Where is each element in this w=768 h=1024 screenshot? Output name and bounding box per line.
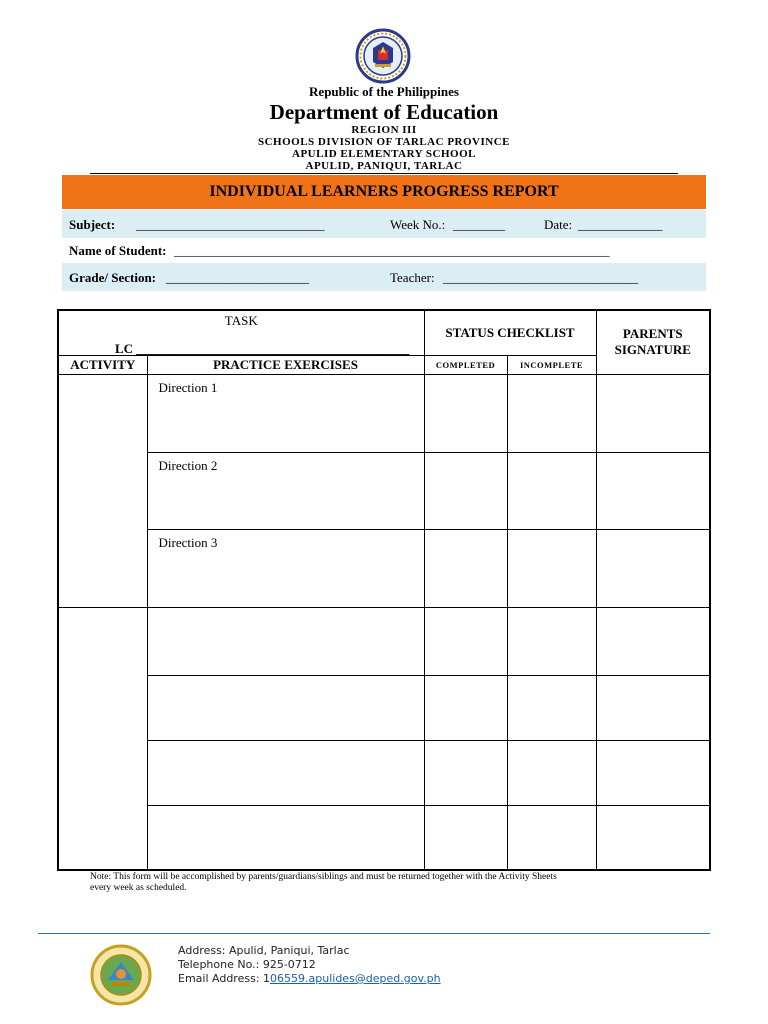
date-field[interactable]: _____________: [578, 217, 663, 232]
completed-cell[interactable]: [424, 452, 507, 529]
division-text: SCHOOLS DIVISION OF TARLAC PROVINCE: [257, 136, 510, 148]
activity-cell-2[interactable]: [58, 607, 147, 870]
footer-email-prefix: 1: [263, 972, 271, 985]
task-label: TASK: [224, 313, 258, 328]
footer-telephone: Telephone No.: 925-0712: [178, 958, 316, 971]
direction-2-label: Direction 2: [158, 457, 218, 473]
subject-field[interactable]: _____________________________: [136, 217, 325, 232]
school-name: APULID ELEMENTARY SCHOOL: [292, 148, 476, 160]
practice-exercises-header: PRACTICE EXERCISES: [147, 355, 424, 374]
signature-cell[interactable]: [596, 675, 710, 740]
school-logo: [90, 944, 152, 1006]
incomplete-cell[interactable]: [507, 740, 596, 805]
incomplete-cell[interactable]: [507, 675, 596, 740]
report-title: INDIVIDUAL LEARNERS PROGRESS REPORT: [209, 183, 559, 200]
student-field[interactable]: ___________________________________________________________________: [174, 243, 610, 258]
completed-cell[interactable]: [424, 529, 507, 607]
department-title: Department of Education: [269, 100, 499, 124]
incomplete-cell[interactable]: [507, 374, 596, 452]
completed-cell[interactable]: [424, 740, 507, 805]
incomplete-cell[interactable]: [507, 529, 596, 607]
week-field[interactable]: ________: [453, 217, 505, 232]
teacher-field[interactable]: ______________________________: [443, 270, 638, 285]
subject-label: Subject:: [69, 217, 116, 232]
completed-cell[interactable]: [424, 607, 507, 675]
week-label: Week No.:: [390, 217, 446, 232]
direction-cell-2[interactable]: [147, 452, 424, 529]
report-title-banner: [62, 175, 706, 209]
info-row-grade: [62, 263, 706, 291]
teacher-label: Teacher:: [390, 270, 435, 285]
activity-cell-1[interactable]: [58, 374, 147, 607]
incomplete-cell[interactable]: [507, 607, 596, 675]
info-row-subject: [62, 210, 706, 238]
signature-cell[interactable]: [596, 452, 710, 529]
completed-header: COMPLETED: [424, 355, 507, 374]
school-location: APULID, PANIQUI, TARLAC: [305, 160, 463, 172]
activity-header: ACTIVITY: [58, 355, 147, 374]
footer-email-link[interactable]: 06559.apulides@deped.gov.ph: [270, 972, 441, 985]
exercise-cell[interactable]: [147, 740, 424, 805]
footer-address: Address: Apulid, Paniqui, Tarlac: [178, 944, 350, 957]
direction-3-label: Direction 3: [158, 534, 218, 550]
signature-cell[interactable]: [596, 374, 710, 452]
incomplete-cell[interactable]: [507, 452, 596, 529]
signature-cell[interactable]: [596, 529, 710, 607]
footer-email-line: [178, 972, 441, 985]
student-label: Name of Student:: [69, 243, 167, 258]
date-label: Date:: [544, 217, 573, 232]
progress-table: [57, 309, 711, 871]
info-row-student: [62, 236, 706, 264]
header-divider: [90, 173, 678, 174]
direction-cell-3[interactable]: [147, 529, 424, 607]
lc-label[interactable]: LC __________________________________________: [115, 341, 410, 356]
incomplete-cell[interactable]: [507, 805, 596, 870]
direction-1-label: Direction 1: [158, 379, 218, 395]
completed-cell[interactable]: [424, 675, 507, 740]
task-header-cell: [58, 310, 424, 355]
deped-seal: [331, 28, 435, 84]
completed-cell[interactable]: [424, 805, 507, 870]
form-note: Note: This form will be accomplished by parents/guardians/siblings and must be returned together with the Activity Sheets every week as scheduled.: [90, 872, 557, 893]
signature-cell[interactable]: [596, 740, 710, 805]
republic-text: Republic of the Philippines: [309, 84, 459, 99]
signature-cell[interactable]: [596, 805, 710, 870]
incomplete-header: INCOMPLETE: [507, 355, 596, 374]
signature-cell[interactable]: [596, 607, 710, 675]
status-checklist-header: STATUS CHECKLIST: [424, 310, 596, 355]
footer-email-label: Email Address:: [178, 972, 264, 985]
exercise-cell[interactable]: [147, 675, 424, 740]
exercise-cell[interactable]: [147, 805, 424, 870]
direction-cell-1[interactable]: [147, 374, 424, 452]
region-text: REGION III: [351, 124, 417, 136]
parents-signature-header: PARENTS SIGNATURE: [596, 310, 710, 374]
grade-field[interactable]: ______________________: [166, 270, 309, 285]
completed-cell[interactable]: [424, 374, 507, 452]
exercise-cell[interactable]: [147, 607, 424, 675]
grade-label: Grade/ Section:: [69, 270, 157, 285]
footer-divider: [38, 933, 710, 934]
